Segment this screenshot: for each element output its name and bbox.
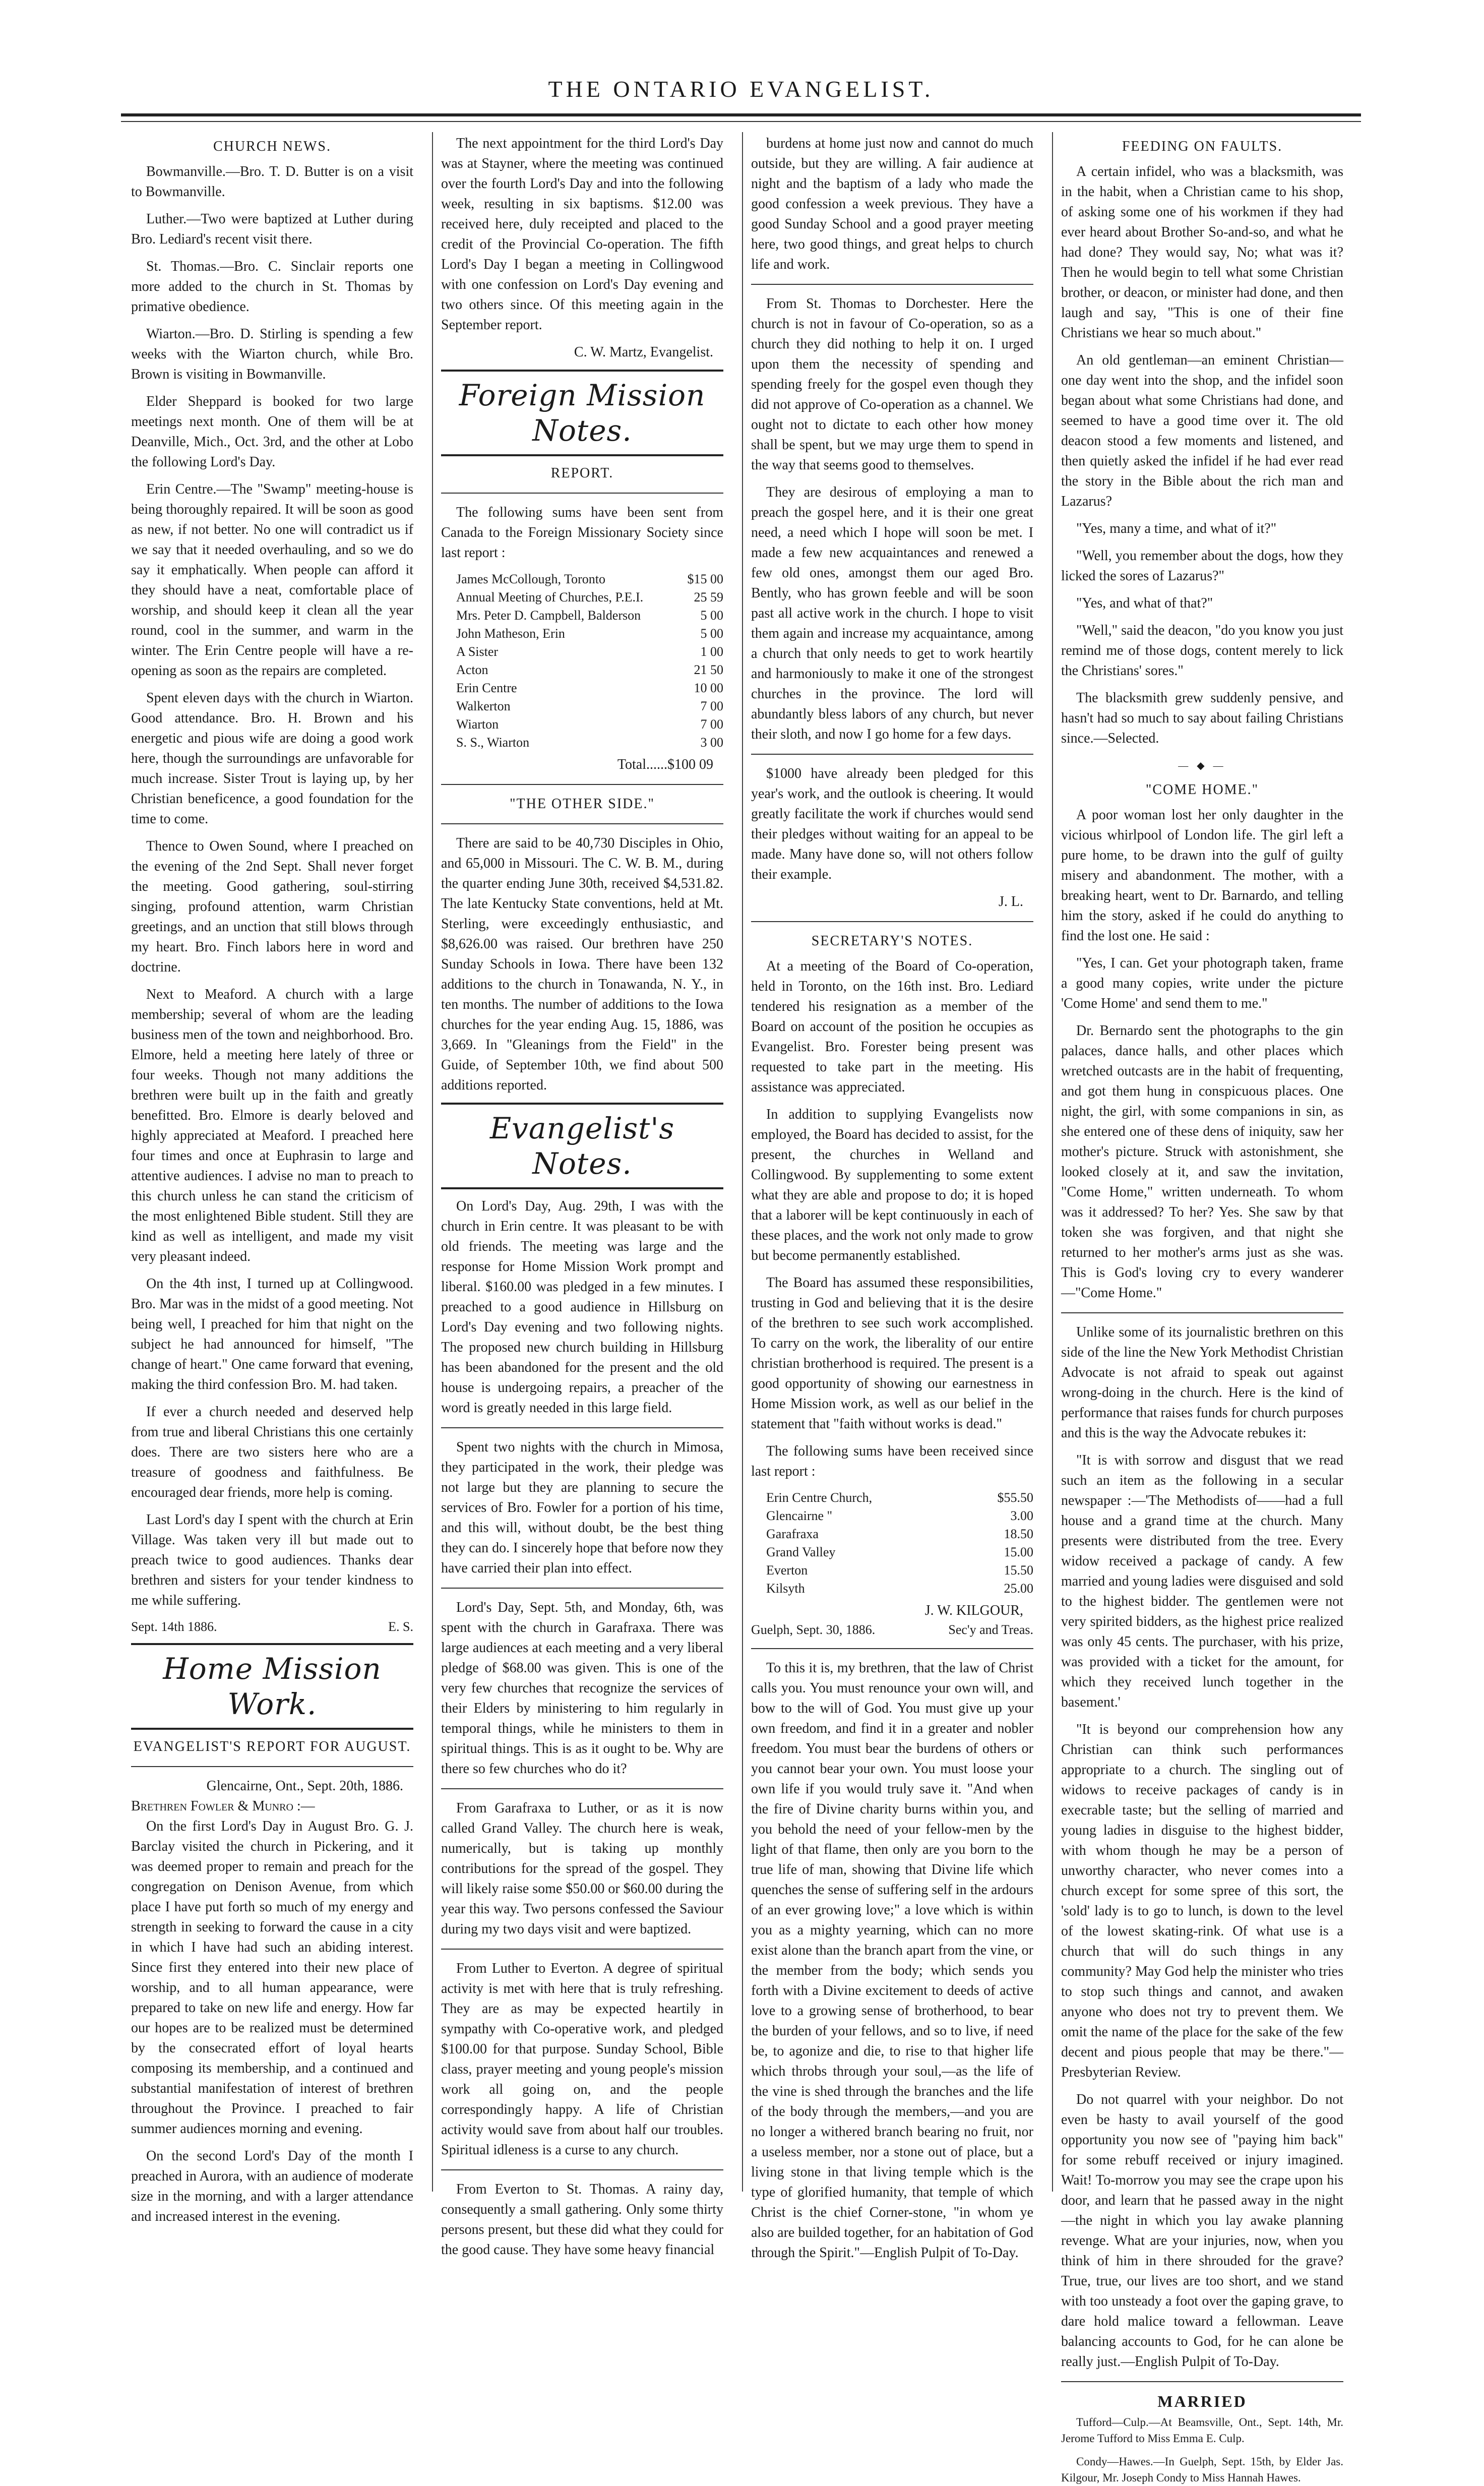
- paragraph: The Board has assumed these responsibilities, trusting in God and believing that it is the desire of the brethren to see such work accomplished. To carry on the work, the liberality of our entire christian brotherhood is required. The present is a good opportunity of showing our earnestness in Home Mission work, as well as our belief in the statement that "faith without works is dead.": [751, 1275, 1033, 1432]
- item-amount: 7 00: [700, 699, 723, 713]
- paragraph: Elder Sheppard is booked for two large meetings next month. One of them will be at Deanville, Mich., Oct. 3rd, and the other at Lobo the following Lord's Day.: [131, 394, 413, 470]
- item-amount: 15.00: [1004, 1545, 1033, 1559]
- list-item: [456, 715, 723, 734]
- divider: [441, 823, 723, 824]
- divider: [441, 1427, 723, 1428]
- paragraph: Last Lord's day I spent with the church at Erin Village. Was taken very ill but made out to preach twice to good audiences. Thanks dear brethren and sisters for your tender kindness to me while suffering.: [131, 1512, 413, 1608]
- paragraph: Erin Centre.—The "Swamp" meeting-house is being thoroughly repaired. It will be soon as good as new, if not better. No one will contradict us if we say that it needed overhauling, and so we do say it emphatically. When people can afford it they should have a neat, comfortable place of worship, and should keep it clean all the year round, cool in the summer, and warm in the winter. The Erin Centre people will have a re-opening as soon as the repairs are completed.: [131, 481, 413, 679]
- paragraph: Spent eleven days with the church in Wiarton. Good attendance. Bro. H. Brown and his energetic and pious wife are doing a good work here, though the surroundings are unfavorable for much increase. Sister Trout is laying up, by her Christian beneficence, a good foundation for the time to come.: [131, 690, 413, 827]
- column-4: [1061, 134, 1343, 2484]
- dateline: Glencairne, Ont., Sept. 20th, 1886.: [206, 1778, 403, 1794]
- list-item: [766, 1507, 1033, 1525]
- column-2: [441, 134, 723, 2258]
- paragraph: From Everton to St. Thomas. A rainy day, consequently a small gathering. Only some thirty persons present, but these did what they could for the good cause. They have some heavy financial: [441, 2181, 723, 2258]
- paragraph: In addition to supplying Evangelists now employed, the Board has decided to assist, for the present, the churches in Welland and Collingwood. By supplementing to some extent what they are able and propose to do; it is hoped that a laborer will be kept continuously in each of these places, and the work not only made to grow but become permanently established.: [751, 1107, 1033, 1263]
- item-amount: 21 50: [694, 662, 723, 677]
- masthead-rule: [121, 113, 1361, 116]
- item-name: John Matheson, Erin: [456, 626, 565, 641]
- item-amount: 10 00: [694, 681, 723, 695]
- list-item: [456, 625, 723, 643]
- item-amount: 25.00: [1004, 1581, 1033, 1596]
- item-name: Glencairne ": [766, 1508, 833, 1523]
- report-heading: EVANGELIST'S REPORT FOR AUGUST.: [133, 1739, 411, 1754]
- list-item: [766, 1561, 1033, 1580]
- signature: C. W. Martz, Evangelist.: [574, 344, 713, 360]
- column-divider: [742, 132, 743, 2192]
- item-name: A Sister: [456, 644, 499, 659]
- item-amount: 25 59: [694, 590, 723, 604]
- divider: [441, 1788, 723, 1789]
- column-divider: [432, 132, 433, 2192]
- paragraph: Bowmanville.—Bro. T. D. Butter is on a visit to Bowmanville.: [131, 164, 413, 200]
- paragraph: Dr. Bernardo sent the photographs to the gin palaces, dance halls, and other places which wretched outcasts are in the habit of frequenting, and got them hung in conspicuous places. One night, the girl, with some companions in sin, as she entered one of these dens of iniquity, saw her mother's picture. Struck with astonishment, she looked closely at it, and saw the invitation, "Come Home," written underneath. To whom was it addressed? To her? Yes. She saw by that token she was forgiven, and that night she returned to her mother's arms just as she was. This is God's loving cry to every wanderer—"Come Home.": [1061, 1023, 1343, 1301]
- other-side-heading: "THE OTHER SIDE.": [510, 796, 655, 812]
- paragraph: On the second Lord's Day of the month I preached in Aurora, with an audience of moderate size in the morning, and with a larger attendance and increased interest in the evening.: [131, 2148, 413, 2224]
- item-amount: 1 00: [700, 644, 723, 659]
- marriage-notice: Tufford—Culp.—At Beamsville, Ont., Sept. 14th, Mr. Jerome Tufford to Miss Emma E. Culp.: [1061, 2416, 1343, 2445]
- list-item: [456, 588, 723, 607]
- paragraph: At a meeting of the Board of Co-operation, held in Toronto, on the 16th inst. Bro. Lediard tendered his resignation as a member of the Board on account of the position he occupies as Evangelist. Bro. Forester being present was requested to take part in the meeting. His assistance was appreciated.: [751, 958, 1033, 1095]
- paragraph: $1000 have already been pledged for this year's work, and the outlook is cheering. It would greatly facilitate the work if churches would send their pledges without waiting for an appeal to be made. Many have done so, will not others follow their example.: [751, 766, 1033, 882]
- signature-row: [131, 1618, 413, 1636]
- divider: [441, 784, 723, 785]
- list-item: [456, 697, 723, 715]
- paragraph: On the first Lord's Day in August Bro. G. J. Barclay visited the church in Pickering, and it was deemed proper to remain and preach for the congregation on Denison Avenue, from which place I have put forth so much of my energy and strength in seeking to forward the cause in a city in which I have had such an abiding interest. Since first they entered into their new place of worship, and to all human appearance, were prepared to take on new life and energy. How far our hopes are to be realized must be determined by the consecrated effort of loyal hearts composing its membership, and a continued and substantial manifestation of interest of brethren throughout the Province. I preached to fair summer audiences morning and evening.: [131, 1818, 413, 2137]
- item-name: Erin Centre: [456, 681, 517, 695]
- paragraph: "Yes, and what of that?": [1076, 595, 1213, 611]
- item-name: James McCollough, Toronto: [456, 572, 605, 586]
- donation-list: [456, 570, 723, 752]
- paragraph: St. Thomas.—Bro. C. Sinclair reports one more added to the church in St. Thomas by primative obedience.: [131, 259, 413, 315]
- paragraph: If ever a church needed and deserved help from true and liberal Christians this one certainly does. There are two sisters here who are a treasure of goodness and faithfulness. Be encouraged dear friends, more help is coming.: [131, 1404, 413, 1500]
- item-name: Annual Meeting of Churches, P.E.I.: [456, 590, 644, 604]
- paragraph: On the 4th inst, I turned up at Collingwood. Bro. Mar was in the midst of a good meeting. Not being well, I preached for him that night on the subject he had announced for himself, "The change of heart." One came forward that evening, making the third confession Bro. M. had taken.: [131, 1276, 413, 1392]
- item-name: Mrs. Peter D. Campbell, Balderson: [456, 608, 641, 623]
- paragraph: A poor woman lost her only daughter in the vicious whirlpool of London life. The girl left a pure home, to be drawn into the gulf of guilty misery and abandonment. The mother, with a breaking heart, went to Dr. Barnardo, and telling him the story, asked if he could do anything to find the lost one. He said :: [1061, 807, 1343, 944]
- item-amount: 3 00: [700, 735, 723, 750]
- paragraph: "It is beyond our comprehension how any Christian can think such performances appropriate to a church. The singling out of widows to receive packages of candy is in execrable taste; but the selling of married and young ladies in disguise to the highest bidder, with whom though he may be a person of unworthy character, who never comes into a church except for some spree of this sort, the 'sold' lady is to go to lunch, is down to the level of the lowest skating-rink. Of what use is a church that will do such things in any community? May God help the minister who tries to stop such things and cannot, and awaken anyone who does not try to prevent them. We omit the name of the place for the sake of the few decent and pious people that may be there."—Presbyterian Review.: [1061, 1722, 1343, 2080]
- list-item: [456, 661, 723, 679]
- divider: [751, 754, 1033, 755]
- paragraph: On Lord's Day, Aug. 29th, I was with the church in Erin centre. It was pleasant to be with old friends. The meeting was large and the response for Home Mission Work prompt and liberal. $160.00 was pledged in a few minutes. I preached to a good audience in Hillsburg on Lord's Day evening and two following nights. The proposed new church building in Hillsburg has been abandoned for the present and the old house is undergoing repairs, a preacher of the word is greatly needed in this large field.: [441, 1198, 723, 1416]
- ornament-divider: — ◆ —: [1178, 760, 1226, 771]
- item-name: Grand Valley: [766, 1545, 836, 1559]
- salutation: Brethren Fowler & Munro :—: [131, 1798, 315, 1814]
- paragraph: "It is with sorrow and disgust that we read such an item as the following in a secular newspaper :—'The Methodists of——had a full house and a grand time at the church. Many presents were distributed from the tree. Every widow received a package of candy. A few married and young ladies were disguised and sold to the highest bidder. The gentlemen were not very spirited bidders, as the highest price realized was only 45 cents. The purchaser, with his prize, was provided with a ticket for the amount, for which they received lunch together in the basement.': [1061, 1452, 1343, 1710]
- column-divider: [1052, 132, 1053, 2192]
- paragraph: burdens at home just now and cannot do much outside, but they are willing. A fair audience at night and the baptism of a lady who made the good confession a week previous. They have a good Sunday School and a good prayer meeting here, two good things, and great helps to church life and work.: [751, 136, 1033, 272]
- divider: [1061, 1312, 1343, 1313]
- divider: [751, 1648, 1033, 1649]
- paragraph: "Yes, I can. Get your photograph taken, frame a good many copies, write under the picture 'Come Home' and send them to me.": [1061, 955, 1343, 1011]
- item-amount: 5 00: [700, 626, 723, 641]
- paragraph: The following sums have been sent from Canada to the Foreign Missionary Society since last report :: [441, 505, 723, 561]
- home-mission-title: Home Mission Work.: [131, 1643, 413, 1730]
- married-heading: MARRIED: [1157, 2392, 1247, 2410]
- signature: J. L.: [999, 894, 1023, 909]
- paragraph: "Well," said the deacon, "do you know you just remind me of those dogs, content merely to lick the Christians' sores.": [1061, 623, 1343, 679]
- signature-place: Guelph, Sept. 30, 1886.: [751, 1622, 876, 1637]
- paragraph: Lord's Day, Sept. 5th, and Monday, 6th, was spent with the church in Garafraxa. There was large audiences at each meeting and a very liberal pledge of $68.00 was given. This is one of the very few churches that recognize the services of their Elders by ministering to him regularly in temporal things, while he ministers to them in spiritual things. This is as it ought to be. Why are there so few churches who do it?: [441, 1600, 723, 1777]
- list-item: [766, 1489, 1033, 1507]
- item-amount: 5 00: [700, 608, 723, 623]
- paragraph: The blacksmith grew suddenly pensive, and hasn't had so much to say about failing Christians since.—Selected.: [1061, 690, 1343, 746]
- signature-name: J. W. KILGOUR,: [924, 1603, 1023, 1618]
- paragraph: Spent two nights with the church in Mimosa, they participated in the work, their pledge was not large but they are planning to secure the services of Bro. Fowler for a portion of his time, and this will, without doubt, be the best thing they can do. I sincerely hope that before now they have carried their plan into effect.: [441, 1439, 723, 1576]
- foreign-mission-title: Foreign Mission Notes.: [441, 370, 723, 456]
- paragraph: From Garafraxa to Luther, or as it is now called Grand Valley. The church here is weak, numerically, but is taking up monthly contributions for the spread of the gospel. They will likely raise some $50.00 or $60.00 during the year this way. Two persons confessed the Saviour during my two days visit and were baptized.: [441, 1800, 723, 1937]
- evangelists-notes-title: Evangelist's Notes.: [441, 1103, 723, 1189]
- church-news-heading: CHURCH NEWS.: [213, 139, 331, 154]
- feeding-on-faults-heading: FEEDING ON FAULTS.: [1122, 139, 1283, 154]
- list-item: [766, 1580, 1033, 1598]
- item-amount: 3.00: [1010, 1508, 1033, 1523]
- signature-initials: E. S.: [388, 1619, 413, 1634]
- paragraph: Thence to Owen Sound, where I preached on the evening of the 2nd Sept. Shall never forget the meeting. Good gathering, soul-stirring singing, profound attention, warm Christian greetings, and an unction that still blows through my heart. Bro. Finch labors here in word and doctrine.: [131, 838, 413, 975]
- paragraph: The next appointment for the third Lord's Day was at Stayner, where the meeting was continued over the fourth Lord's Day and into the following week, resulting in six baptisms. $12.00 was received here, duly receipted and placed to the credit of the Provincial Co-operation. The fifth Lord's Day I began a meeting in Collingwood with one confession on Lord's Day evening and two others since. Of this meeting again in the September report.: [441, 136, 723, 333]
- divider: [441, 2169, 723, 2170]
- list-item: [456, 679, 723, 697]
- item-name: Garafraxa: [766, 1527, 819, 1541]
- item-name: Kilsyth: [766, 1581, 805, 1596]
- report-heading: REPORT.: [550, 465, 614, 481]
- signature-date: Sept. 14th 1886.: [131, 1619, 217, 1634]
- item-name: Erin Centre Church,: [766, 1490, 873, 1505]
- item-amount: 18.50: [1004, 1527, 1033, 1541]
- paragraph: Unlike some of its journalistic brethren on this side of the line the New York Methodist Christian Advocate is not afraid to speak out against wrong-doing in the church. Here is the kind of performance that raises funds for church purposes and this is the way the Advocate rebukes it:: [1061, 1324, 1343, 1441]
- column-3: [751, 134, 1033, 2261]
- item-name: Acton: [456, 662, 488, 677]
- divider: [1061, 2381, 1343, 2382]
- signature-row: [751, 1621, 1033, 1639]
- paragraph: The following sums have been received since last report :: [751, 1443, 1033, 1479]
- list-item: [766, 1543, 1033, 1561]
- paragraph: From Luther to Everton. A degree of spiritual activity is met with here that is truly refreshing. They are as may be expected heartily in sympathy with Co-operative work, and pledged $100.00 for that purpose. Sunday School, Bible class, prayer meeting and young people's mission work all going on, and the people correspondingly happy. A life of Christian activity would save from about half our troubles. Spiritual idleness is a curse to any church.: [441, 1961, 723, 2158]
- paragraph: An old gentleman—an eminent Christian—one day went into the shop, and the infidel soon began about what some Christians had done, and seemed to have a good time over it. The old deacon stood a few moments and listened, and then quietly asked the infidel if he had ever read the story in the Bible about the rich man and Lazarus?: [1061, 352, 1343, 509]
- marriage-notice: Condy—Hawes.—In Guelph, Sept. 15th, by Elder Jas. Kilgour, Mr. Joseph Condy to Miss Hannah Hawes.: [1061, 2455, 1343, 2484]
- total: Total......$100 09: [617, 757, 713, 772]
- item-amount: $55.50: [997, 1490, 1033, 1505]
- list-item: [456, 570, 723, 588]
- list-item: [456, 734, 723, 752]
- item-amount: 15.50: [1004, 1563, 1033, 1578]
- item-name: Wiarton: [456, 717, 499, 732]
- list-item: [456, 643, 723, 661]
- signature-title: Sec'y and Treas.: [948, 1622, 1033, 1637]
- item-name: Everton: [766, 1563, 808, 1578]
- divider: [751, 921, 1033, 922]
- paragraph: To this it is, my brethren, that the law of Christ calls you. You must renounce your own will, and bow to the will of God. You must give up your own freedom, and find it in a greater and nobler freedom. You must bear the burdens of others or you cannot bear your own. You must loose your own life if you would truly save it. "And when the fire of Divine charity burns within you, and you behold the need of your fellow-men by the light of that flame, then only are you born to the true life of man, showing that Divine life which quenches the sense of suffering self in the ardours of an ever growing love;" a love which is within you as a mighty yearning, which can no more exist alone than the branch apart from the vine, or the member from the body; which sends you forth with a Divine excitement to deeds of active love to a growing sense of brotherhood, to bear the burden of your fellows, and so to live, if need be, to agonize and die, to rise to that higher life which throbs through your soul,—as the life of the vine is shed through the branches and the life of the body through the members,—and you are no longer a withered branch bearing no fruit, nor a useless member, nor a stone out of place, but a living stone in that living temple which is the type of glorified humanity, that temple of which Christ is the chief Corner-stone, "in whom ye also are builded together, for an habitation of God through the Spirit."—English Pulpit of To-Day.: [751, 1660, 1033, 2261]
- divider: [751, 284, 1033, 285]
- list-item: [456, 607, 723, 625]
- paragraph: Do not quarrel with your neighbor. Do not even be hasty to avail yourself of the good opportunity you now see of "paying him back" for some rebuff received or injury imagined. Wait! To-morrow you may see the crape upon his door, and learn that he passed away in the night—the night in which you lay awake planning revenge. What are your injuries, now, when you think of him in there shrouded for the grave? True, true, our lives are too short, and we stand with too unsteady a foot over the gaping grave, to dare hold malice toward a fellowman. Leave balancing accounts to God, for he can alone be really just.—English Pulpit of To-Day.: [1061, 2092, 1343, 2370]
- paragraph: Wiarton.—Bro. D. Stirling is spending a few weeks with the Wiarton church, while Bro. Brown is visiting in Bowmanville.: [131, 326, 413, 382]
- paragraph: A certain infidel, who was a blacksmith, was in the habit, when a Christian came to his shop, of asking some one of his workmen if they had ever heard about Brother So-and-so, and what he had done? They would say, No; what was it? Then he would begin to tell what some Christian brother, or deacon, or minister had done, and then laugh and say, "This is one of their fine Christians we hear so much about.": [1061, 164, 1343, 341]
- divider: [441, 1949, 723, 1950]
- paragraph: Next to Meaford. A church with a large membership; several of whom are the leading business men of the town and neighborhood. Bro. Elmore, held a meeting here lately of three or four weeks. Though not many additions the brethren were built up in the faith and greatly benefitted. Bro. Elmore is dearly beloved and highly appreciated at Meaford. I preached here four times and once at Euphrasin to large and attentive audiences. I advise no man to preach to this church unless he can stand the criticism of the most enlightened Bible student. Still they are kind as well as intelligent, and made my visit very pleasant indeed.: [131, 987, 413, 1264]
- paragraph: From St. Thomas to Dorchester. Here the church is not in favour of Co-operation, so as a church they did nothing to help it on. I urged upon them the necessity of spending and spending freely for the gospel even though they did not approve of Co-operation as a channel. We ought not to dictate to each other how money shall be spent, but we may urge them to spend in the way that seems good to themselves.: [751, 296, 1033, 473]
- item-amount: $15 00: [687, 572, 723, 586]
- come-home-heading: "COME HOME.": [1145, 782, 1259, 798]
- divider: [441, 1588, 723, 1589]
- secretarys-notes-heading: SECRETARY'S NOTES.: [811, 933, 973, 949]
- item-amount: 7 00: [700, 717, 723, 732]
- column-1: [131, 134, 413, 2224]
- receipts-list: [766, 1489, 1033, 1598]
- masthead-rule-thin: [121, 121, 1361, 122]
- paragraph: Luther.—Two were baptized at Luther during Bro. Lediard's recent visit there.: [131, 211, 413, 247]
- paragraph: "Yes, many a time, and what of it?": [1076, 521, 1277, 536]
- item-name: S. S., Wiarton: [456, 735, 530, 750]
- item-name: Walkerton: [456, 699, 511, 713]
- paragraph: They are desirous of employing a man to preach the gospel here, and it is their one great need, a need which I hope will soon be met. I made a few new acquaintances and renewed a few old ones, amongst them our aged Bro. Bently, who has grown feeble and will be soon past all active work in the church. I hope to visit them again and increase my acquaintance, among a church that only needs to get to work heartily and harmoniously to make it one of the strongest churches in the province. The lord will abundantly bless labors of any church, but never their sloth, and now I go home for a few days.: [751, 484, 1033, 742]
- paragraph: There are said to be 40,730 Disciples in Ohio, and 65,000 in Missouri. The C. W. B. M., during the quarter ending June 30th, received $4,531.82. The late Kentucky State conventions, held at Mt. Sterling, were exceedingly enthusiastic, and $8,626.00 was raised. Our brethren have 250 Sunday Schools in Iowa. There have been 132 additions to the church in Tonawanda, N. Y., in ten months. The number of additions to the Iowa churches for the year ending Aug. 15, 1886, was 3,669. In "Gleanings from the Field" in the Guide, of September 10th, we find about 500 additions reported.: [441, 835, 723, 1093]
- divider: [131, 1766, 413, 1767]
- masthead: THE ONTARIO EVANGELIST.: [548, 76, 934, 102]
- list-item: [766, 1525, 1033, 1543]
- paragraph: "Well, you remember about the dogs, how they licked the sores of Lazarus?": [1061, 548, 1343, 584]
- divider: [441, 493, 723, 494]
